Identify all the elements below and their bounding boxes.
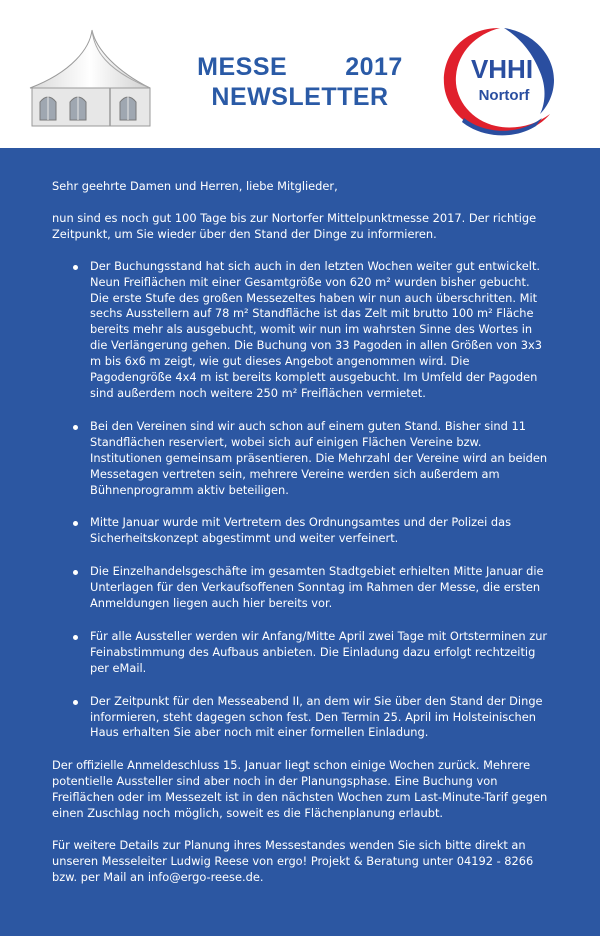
bullet-icon <box>73 265 78 270</box>
contact-paragraph: Für weitere Details zur Planung ihres Messestandes wenden Sie sich bitte direkt an unseren Messeleiter Ludwig Reese von ergo! Projekt & Beratung unter 04192 - 8266 bzw. per Mail an info@ergo-reese.de. <box>52 838 534 884</box>
title-year: 2017 <box>345 53 403 81</box>
list-item: Für alle Aussteller werden wir Anfang/Mitte April zwei Tage mit Ortsterminen zur Feinabstimmung des Aufbaus anbieten. Die Einladung dazu erfolgt rechtzeitig per eMail. <box>52 629 552 677</box>
list-item: Der Buchungsstand hat sich auch in den letzten Wochen weiter gut entwickelt. Neun Freiflächen mit einer Gesamtgröße von 620 m² wurden bisher gebucht. Die erste Stufe des großen Messezeltes haben wir nun auch überschritten. Mit sechs Ausstellern auf 78 m² Standfläche ist das Zelt mit brutto 100 m² Fläche bereits mehr als ausgebucht, womit wir nun im wahrsten Sinne des Wortes in die Verlängerung gehen. Die Buchung von 33 Pagoden in allen Größen von 3x3 m bis 6x6 m zeigt, wie gut dieses Angebot angenommen wird. Die Pagodengröße 4x4 m ist bereits komplett ausgebucht. Im Umfeld der Pagoden sind außerdem noch weitere 250 m² Freiflächen vermietet. <box>52 259 552 402</box>
news-bullet-list <box>52 259 552 742</box>
bullet-icon <box>73 570 78 575</box>
newsletter-body <box>0 148 600 936</box>
bullet-icon <box>73 700 78 705</box>
title-messe: MESSE <box>197 53 288 81</box>
list-item: Der Zeitpunkt für den Messeabend II, an dem wir Sie über den Stand der Dinge informieren, steht dagegen schon fest. Den Termin 25. April im Holsteinischen Haus erhalten Sie aber noch mit einer formellen Einladung. <box>52 694 552 742</box>
bullet-icon <box>73 635 78 640</box>
newsletter-header <box>0 0 600 148</box>
deadline-paragraph: Der offizielle Anmeldeschluss 15. Januar liegt schon einige Wochen zurück. Mehrere potentielle Aussteller sind aber noch in der Planungsphase. Eine Buchung von Freiflächen oder im Messezelt ist in den nächsten Wochen zum Last-Minute-Tarif gegen einen Zuschlag noch möglich, soweit es die Flächenplanung erlaubt. <box>52 758 548 821</box>
body-content <box>52 179 552 886</box>
newsletter-title <box>160 52 440 112</box>
list-item: Die Einzelhandelsgeschäfte im gesamten Stadtgebiet erhielten Mitte Januar die Unterlagen für den Verkaufsoffenen Sonntag im Rahmen der Messe, die ersten Anmeldungen liegen auch hier bereits vor. <box>52 564 552 612</box>
logo-vhhi-text: VHHI <box>470 54 534 84</box>
vhhi-nortorf-logo <box>440 22 560 142</box>
list-item: Bei den Vereinen sind wir auch schon auf einem guten Stand. Bisher sind 11 Standflächen reserviert, wobei sich auf einigen Flächen Vereine bzw. Institutionen gemeinsam präsentieren. Die Mehrzahl der Vereine wird an beiden Messetagen vertreten sein, mehrere Vereine werden sich außerdem am Bühnenprogramm aktiv beteiligen. <box>52 419 552 499</box>
list-item: Mitte Januar wurde mit Vertretern des Ordnungsamtes und der Polizei das Sicherheitskonzept abgestimmt und weiter verfeinert. <box>52 515 552 547</box>
title-newsletter: NEWSLETTER <box>211 83 389 111</box>
bullet-icon <box>73 521 78 526</box>
logo-nortorf-text: Nortorf <box>478 87 530 104</box>
bullet-icon <box>73 425 78 430</box>
greeting: Sehr geehrte Damen und Herren, liebe Mitglieder, <box>52 179 338 193</box>
tent-pagoda-image <box>26 28 154 132</box>
intro-paragraph: nun sind es noch gut 100 Tage bis zur Nortorfer Mittelpunktmesse 2017. Der richtige Zeitpunkt, um Sie wieder über den Stand der Dinge zu informieren. <box>52 210 537 241</box>
